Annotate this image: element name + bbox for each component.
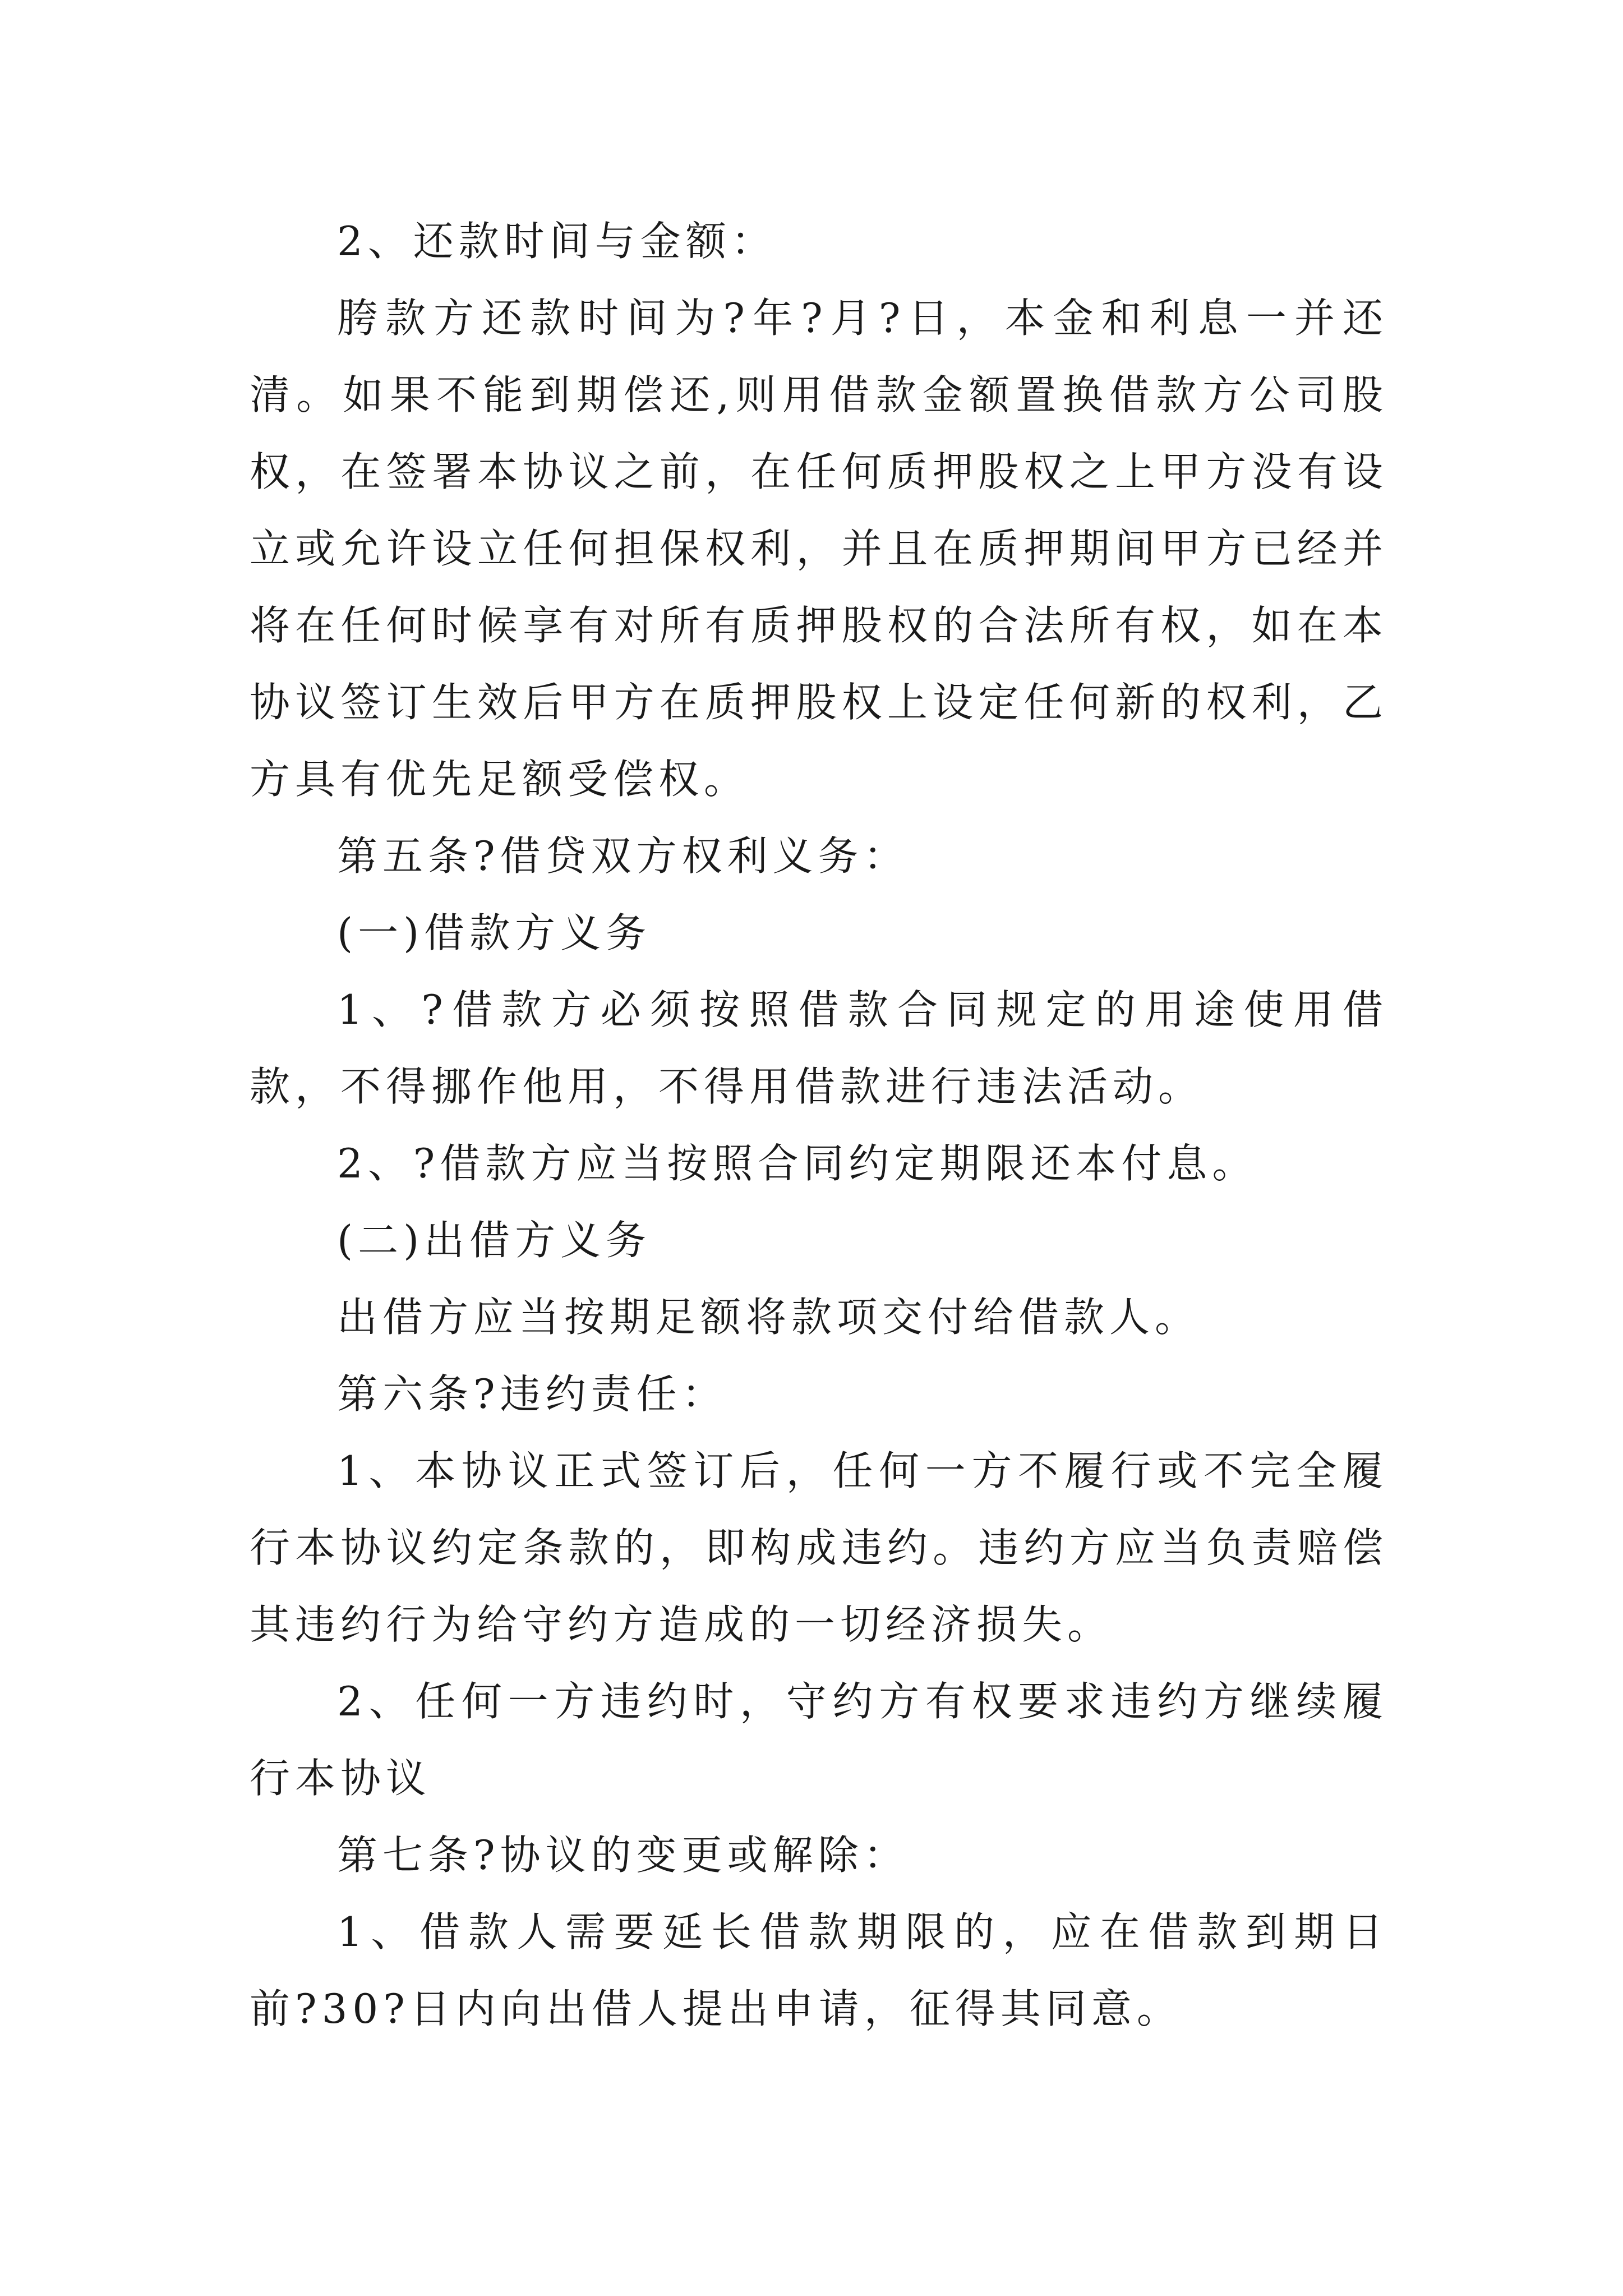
borrower-obligation-2: 2、?借款方应当按照合同约定期限还本付息。 bbox=[337, 1140, 1258, 1187]
breach-clause-2: 2、任何一方违约时，守约方有权要求违约方继续履行本协议 bbox=[250, 1678, 1388, 1802]
borrower-obligations-heading: (一)借款方义务 bbox=[337, 909, 652, 956]
document-body bbox=[250, 203, 1388, 2047]
article-six-heading: 第六条?违约责任： bbox=[337, 1370, 727, 1418]
article-seven-heading: 第七条?协议的变更或解除： bbox=[337, 1832, 909, 1879]
breach-clause-1: 1、本协议正式签订后，任何一方不履行或不完全履行本协议约定条款的，即构成违约。违约方应当负责赔偿其违约行为给守约方造成的一切经济损失。 bbox=[250, 1447, 1388, 1648]
lender-obligations-heading: (二)出借方义务 bbox=[337, 1217, 652, 1264]
article-five-heading: 第五条?借贷双方权利义务： bbox=[337, 832, 909, 880]
lender-obligation-1: 出借方应当按期足额将款项交付给借款人。 bbox=[337, 1294, 1201, 1341]
amendment-clause-1: 1、借款人需要延长借款期限的，应在借款到期日前?30?日内向出借人提出申请，征得其同意。 bbox=[250, 1908, 1388, 2032]
paragraph-repayment-heading: 2、还款时间与金额： bbox=[337, 218, 777, 265]
borrower-obligation-1: 1、?借款方必须按照借款合同规定的用途使用借款，不得挪作他用，不得用借款进行违法活动。 bbox=[250, 986, 1388, 1110]
paragraph-repayment-terms: 胯款方还款时间为?年?月?日，本金和利息一并还清。如果不能到期偿还,则用借款金额置换借款方公司股权，在签署本协议之前，在任何质押股权之上甲方没有设立或允许设立任何担保权利，并且在质押期间甲方已经并将在任何时候享有对所有质押股权的合法所有权，如在本协议签订生效后甲方在质押股权上设定任何新的权利，乙方具有优先足额受偿权。 bbox=[250, 295, 1388, 803]
